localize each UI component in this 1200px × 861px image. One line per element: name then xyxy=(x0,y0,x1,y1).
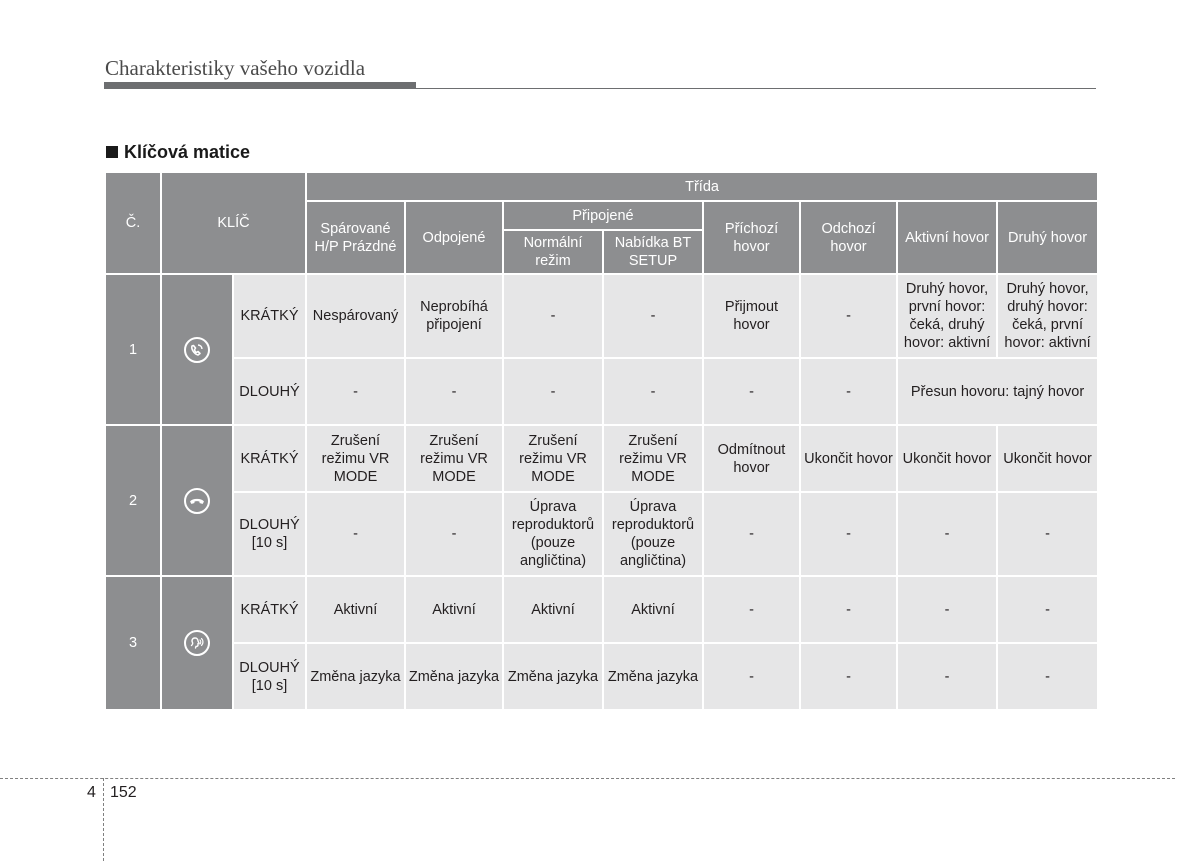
cell-disconnected: Změna jazyka xyxy=(405,643,503,710)
cell-incoming-call: - xyxy=(703,492,800,576)
phone-call-icon xyxy=(184,337,210,363)
cell-disconnected: Zrušení režimu VR MODE xyxy=(405,425,503,492)
cell-incoming-call: Odmítnout hovor xyxy=(703,425,800,492)
cell-second-call: - xyxy=(997,492,1098,576)
header-second-call: Druhý hovor xyxy=(997,201,1098,274)
cell-second-call: - xyxy=(997,576,1098,643)
cell-bt-setup-menu: - xyxy=(603,274,703,358)
footer-rule xyxy=(0,778,1175,779)
cell-paired: Aktivní xyxy=(306,576,405,643)
cell-bt-setup-menu: Změna jazyka xyxy=(603,643,703,710)
cell-outgoing-call: - xyxy=(800,643,897,710)
header-disconnected: Odpojené xyxy=(405,201,503,274)
header-connected: Připojené xyxy=(503,201,703,230)
icon-cell xyxy=(161,425,233,576)
cell-active-call: - xyxy=(897,492,997,576)
voice-command-icon xyxy=(184,630,210,656)
cell-second-call: - xyxy=(997,643,1098,710)
cell-second-call: Ukončit hovor xyxy=(997,425,1098,492)
chapter-number: 4 xyxy=(87,784,96,801)
cell-incoming-call: - xyxy=(703,576,800,643)
cell-outgoing-call: - xyxy=(800,358,897,425)
press-type: KRÁTKÝ xyxy=(233,576,306,643)
section-title-text: Klíčová matice xyxy=(124,142,251,162)
cell-disconnected: Aktivní xyxy=(405,576,503,643)
cell-outgoing-call: - xyxy=(800,492,897,576)
cell-paired: Zrušení režimu VR MODE xyxy=(306,425,405,492)
page-header-title: Charakteristiky vašeho vozidla xyxy=(105,56,366,80)
cell-active-call: Druhý hovor, první hovor: čeká, druhý hovor: aktivní xyxy=(897,274,997,358)
page-number: 152 xyxy=(110,784,137,801)
cell-disconnected: - xyxy=(405,492,503,576)
header-outgoing-call: Odchozí hovor xyxy=(800,201,897,274)
header-bt-setup-menu: Nabídka BT SETUP xyxy=(603,230,703,274)
row-number: 1 xyxy=(105,274,161,425)
header-key: KLÍČ xyxy=(161,172,306,274)
key-matrix-table xyxy=(104,171,1099,711)
cell-bt-setup-menu: Aktivní xyxy=(603,576,703,643)
press-type: DLOUHÝ xyxy=(233,358,306,425)
cell-bt-setup-menu: Úprava reproduktorů (pouze angličtina) xyxy=(603,492,703,576)
footer-divider xyxy=(103,778,104,861)
cell-incoming-call: - xyxy=(703,643,800,710)
cell-active-second-call: Přesun hovoru: tajný hovor xyxy=(897,358,1098,425)
cell-normal-mode: Změna jazyka xyxy=(503,643,603,710)
cell-active-call: - xyxy=(897,643,997,710)
section-title xyxy=(106,142,250,163)
cell-normal-mode: - xyxy=(503,274,603,358)
cell-second-call: Druhý hovor, druhý hovor: čeká, první hovor: aktivní xyxy=(997,274,1098,358)
cell-normal-mode: Aktivní xyxy=(503,576,603,643)
phone-end-icon xyxy=(184,488,210,514)
cell-bt-setup-menu: - xyxy=(603,358,703,425)
cell-disconnected: Neprobíhá připojení xyxy=(405,274,503,358)
icon-cell xyxy=(161,576,233,710)
header-number: Č. xyxy=(105,172,161,274)
cell-paired: - xyxy=(306,492,405,576)
icon-cell xyxy=(161,274,233,425)
cell-outgoing-call: Ukončit hovor xyxy=(800,425,897,492)
header-active-call: Aktivní hovor xyxy=(897,201,997,274)
cell-active-call: Ukončit hovor xyxy=(897,425,997,492)
header-class: Třída xyxy=(306,172,1098,201)
cell-active-call: - xyxy=(897,576,997,643)
header-incoming-call: Příchozí hovor xyxy=(703,201,800,274)
cell-outgoing-call: - xyxy=(800,274,897,358)
cell-normal-mode: Úprava reproduktorů (pouze angličtina) xyxy=(503,492,603,576)
cell-normal-mode: Zrušení režimu VR MODE xyxy=(503,425,603,492)
press-type: DLOUHÝ [10 s] xyxy=(233,643,306,710)
row-number: 3 xyxy=(105,576,161,710)
header-rule-thin xyxy=(416,88,1096,89)
cell-disconnected: - xyxy=(405,358,503,425)
cell-outgoing-call: - xyxy=(800,576,897,643)
cell-incoming-call: - xyxy=(703,358,800,425)
cell-incoming-call: Přijmout hovor xyxy=(703,274,800,358)
cell-paired: Změna jazyka xyxy=(306,643,405,710)
cell-bt-setup-menu: Zrušení režimu VR MODE xyxy=(603,425,703,492)
header-paired: Spárované H/P Prázdné xyxy=(306,201,405,274)
cell-paired: Nespárovaný xyxy=(306,274,405,358)
press-type: KRÁTKÝ xyxy=(233,425,306,492)
header-normal-mode: Normální režim xyxy=(503,230,603,274)
header-rule-thick xyxy=(104,82,416,89)
square-bullet-icon xyxy=(106,146,118,158)
press-type: DLOUHÝ [10 s] xyxy=(233,492,306,576)
cell-normal-mode: - xyxy=(503,358,603,425)
press-type: KRÁTKÝ xyxy=(233,274,306,358)
row-number: 2 xyxy=(105,425,161,576)
cell-paired: - xyxy=(306,358,405,425)
